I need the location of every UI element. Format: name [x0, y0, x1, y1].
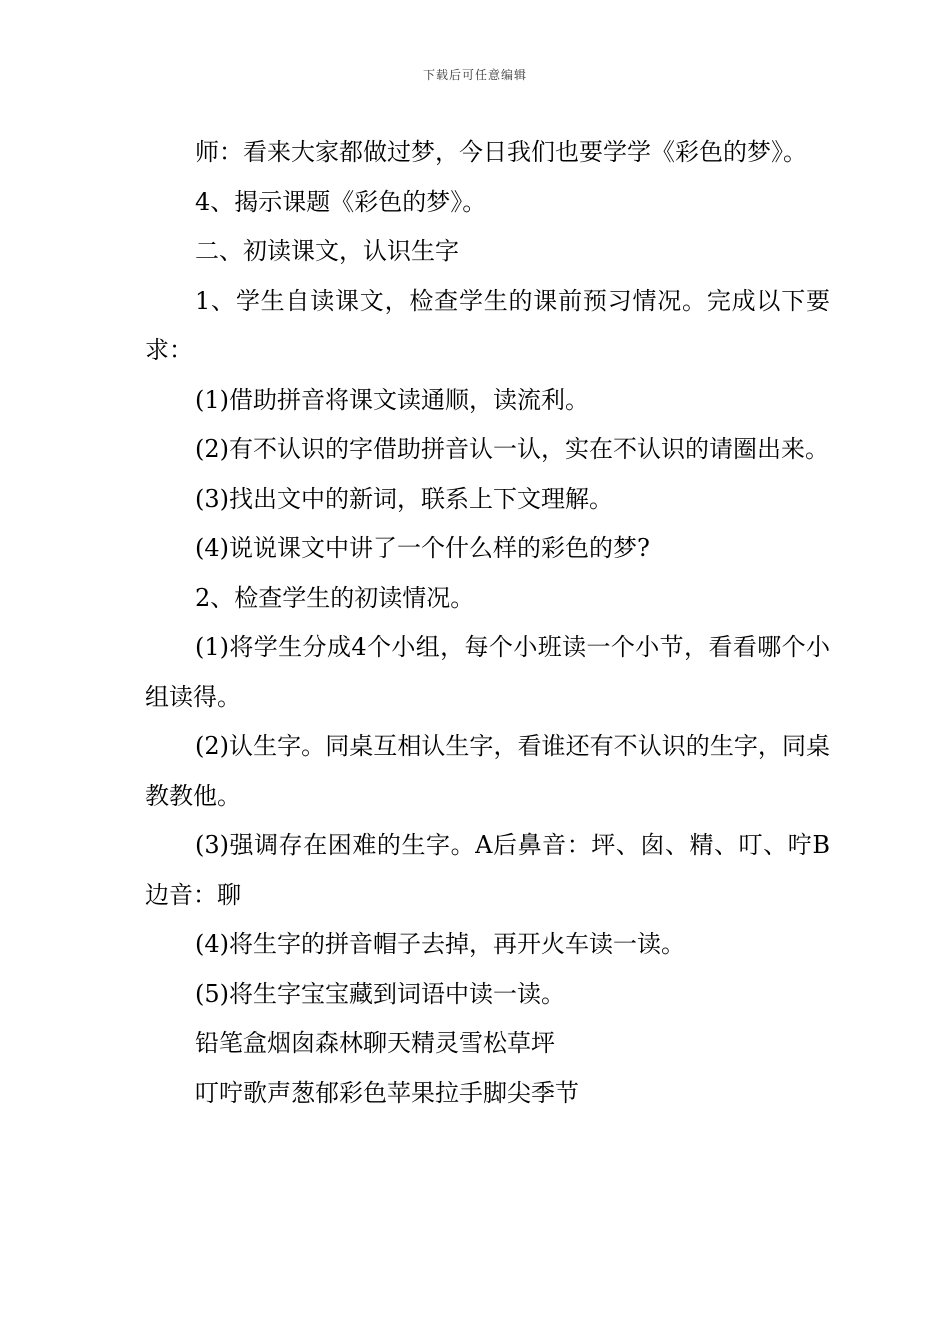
paragraph: (2)有不认识的字借助拼音认一认，实在不认识的请圈出来。: [195, 435, 829, 463]
paragraph: (1)将学生分成4个小组，每个小班读一个小节，看看哪个小组读得。: [145, 633, 830, 711]
paragraph: 师：看来大家都做过梦，今日我们也要学学《彩色的梦》。: [195, 138, 807, 166]
paragraph: 4、揭示课题《彩色的梦》。: [195, 187, 487, 216]
paragraph: (4)说说课文中讲了一个什么样的彩色的梦?: [195, 534, 650, 562]
page-header: 下载后可任意编辑: [422, 68, 527, 82]
paragraph: (3)找出文中的新词，联系上下文理解。: [195, 484, 613, 513]
word-list: 铅笔盒烟囱森林聊天精灵雪松草坪: [195, 1029, 555, 1057]
paragraph: (5)将生字宝宝藏到词语中读一读。: [195, 979, 565, 1008]
word-list: 叮咛歌声葱郁彩色苹果拉手脚尖季节: [195, 1078, 579, 1107]
section-heading: 二、初读课文，认识生字: [195, 237, 459, 265]
paragraph: (4)将生字的拼音帽子去掉，再开火车读一读。: [195, 930, 685, 958]
document-body: [145, 128, 830, 1118]
paragraph: (2)认生字。同桌互相认生字，看谁还有不认识的生字，同桌教教他。: [145, 732, 830, 810]
paragraph: 2、检查学生的初读情况。: [195, 583, 475, 612]
paragraph: (1)借助拼音将课文读通顺，读流利。: [195, 385, 589, 414]
paragraph: (3)强调存在困难的生字。A后鼻音：坪、囱、精、叮、咛B边音：聊: [145, 831, 830, 909]
paragraph: 1、学生自读课文，检查学生的课前预习情况。完成以下要求：: [145, 286, 830, 364]
